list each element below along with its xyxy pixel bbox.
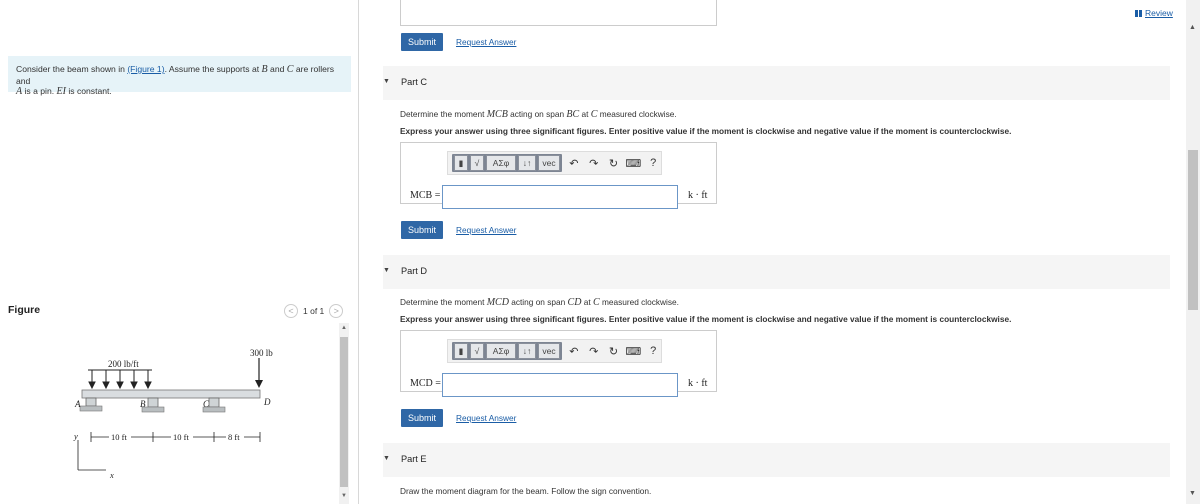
distributed-load (88, 370, 152, 388)
part-c-request-answer-link[interactable]: Request Answer (456, 225, 517, 235)
part-c-submit-button[interactable]: Submit (401, 221, 443, 239)
scroll-down-icon[interactable]: ▼ (341, 493, 347, 499)
dim-BC: 10 ft (173, 432, 189, 442)
problem-statement: Consider the beam shown in (Figure 1). Assume the supports at B and C are rollers and A is a pin. EI is constant. (8, 56, 351, 92)
point-B-label: B (140, 399, 146, 409)
redo-icon[interactable]: ↷ (589, 345, 599, 358)
part-d-answer-input[interactable] (442, 373, 678, 397)
part-e-header[interactable]: ▼ Part E (383, 443, 1170, 477)
figure-pager (284, 304, 343, 318)
template-icon[interactable]: ▮ (454, 155, 468, 171)
part-d-header[interactable]: ▼ Part D (383, 255, 1170, 289)
part-d-answer-box (400, 330, 717, 392)
reset-icon[interactable]: ↻ (608, 345, 619, 358)
point-load-arrow (255, 380, 263, 388)
scroll-up-icon[interactable]: ▲ (1189, 24, 1196, 31)
page-scroll-thumb[interactable] (1188, 150, 1198, 310)
vector-button[interactable]: vec (538, 343, 560, 359)
greek-symbols-button[interactable]: ΑΣφ (486, 343, 516, 359)
panel-divider (358, 0, 359, 504)
beam (82, 390, 260, 398)
keyboard-icon[interactable]: ⌨ (625, 157, 642, 170)
collapse-icon: ▼ (383, 78, 390, 85)
part-c-instructions: Express your answer using three significant figures. Enter positive value if the moment is clockwise and negative value if the moment is counterclockwise. (400, 126, 1012, 136)
collapse-icon: ▼ (383, 455, 390, 462)
subscript-icon[interactable]: ↓↑ (518, 343, 536, 359)
distributed-load-label: 200 lb/ft (108, 359, 139, 369)
part-d-answer-label: MCD = (410, 378, 441, 389)
math-toolbar (447, 151, 662, 175)
part-d-instructions: Express your answer using three significant figures. Enter positive value if the moment is clockwise and negative value if the moment is counterclockwise. (400, 314, 1012, 324)
figure-scrollbar[interactable] (339, 323, 349, 504)
part-b-request-answer-link[interactable]: Request Answer (456, 37, 517, 47)
point-load-label: 300 lb (250, 348, 273, 358)
help-icon[interactable]: ? (650, 157, 657, 169)
point-A-label: A (75, 399, 81, 409)
part-c-answer-input[interactable] (442, 185, 678, 209)
beam-figure (60, 340, 330, 490)
dim-AB: 10 ft (111, 432, 127, 442)
figure-heading: Figure (8, 304, 41, 316)
support-A (80, 398, 102, 411)
point-C-label: C (203, 399, 210, 409)
part-c-unit: k · ft (688, 190, 708, 201)
part-e-question: Draw the moment diagram for the beam. Follow the sign convention. (400, 486, 652, 496)
part-d-unit: k · ft (688, 378, 708, 389)
part-d-question: Determine the moment MCD acting on span CD at C measured clockwise. (400, 297, 679, 308)
subscript-icon[interactable]: ↓↑ (518, 155, 536, 171)
undo-icon[interactable]: ↶ (569, 157, 579, 170)
axis-x-label: x (110, 470, 114, 480)
figure-page-count: 1 of 1 (303, 306, 325, 316)
axis-y-label: y (74, 431, 78, 441)
help-icon[interactable]: ? (650, 345, 657, 357)
redo-icon[interactable]: ↷ (589, 157, 599, 170)
coordinate-axes (78, 440, 106, 470)
collapse-icon: ▼ (383, 267, 390, 274)
point-D-label: D (264, 397, 271, 407)
part-c-answer-box (400, 142, 717, 204)
part-c-question: Determine the moment MCB acting on span BC at C measured clockwise. (400, 109, 677, 120)
part-c-answer-label: MCB = (410, 190, 441, 201)
review-link[interactable]: Review (1135, 8, 1173, 18)
undo-icon[interactable]: ↶ (569, 345, 579, 358)
vector-button[interactable]: vec (538, 155, 560, 171)
scroll-down-icon[interactable]: ▼ (1189, 490, 1196, 497)
review-icon (1135, 10, 1138, 17)
math-toolbar (447, 339, 662, 363)
scroll-up-icon[interactable]: ▲ (341, 325, 347, 331)
part-b-submit-button[interactable]: Submit (401, 33, 443, 51)
part-d-submit-button[interactable]: Submit (401, 409, 443, 427)
reset-icon[interactable]: ↻ (608, 157, 619, 170)
figure-link[interactable]: (Figure 1) (127, 64, 165, 74)
greek-symbols-button[interactable]: ΑΣφ (486, 155, 516, 171)
keyboard-icon[interactable]: ⌨ (625, 345, 642, 358)
part-d-request-answer-link[interactable]: Request Answer (456, 413, 517, 423)
page-scrollbar[interactable] (1186, 0, 1200, 504)
next-figure-button[interactable]: > (329, 304, 343, 318)
part-c-header[interactable]: ▼ Part C (383, 66, 1170, 100)
figure-scroll-thumb[interactable] (340, 337, 348, 487)
previous-answer-box (400, 0, 717, 26)
template-icon[interactable]: ▮ (454, 343, 468, 359)
prev-figure-button[interactable]: < (284, 304, 298, 318)
dim-CD: 8 ft (228, 432, 240, 442)
sqrt-icon[interactable]: √ (470, 343, 484, 359)
sqrt-icon[interactable]: √ (470, 155, 484, 171)
